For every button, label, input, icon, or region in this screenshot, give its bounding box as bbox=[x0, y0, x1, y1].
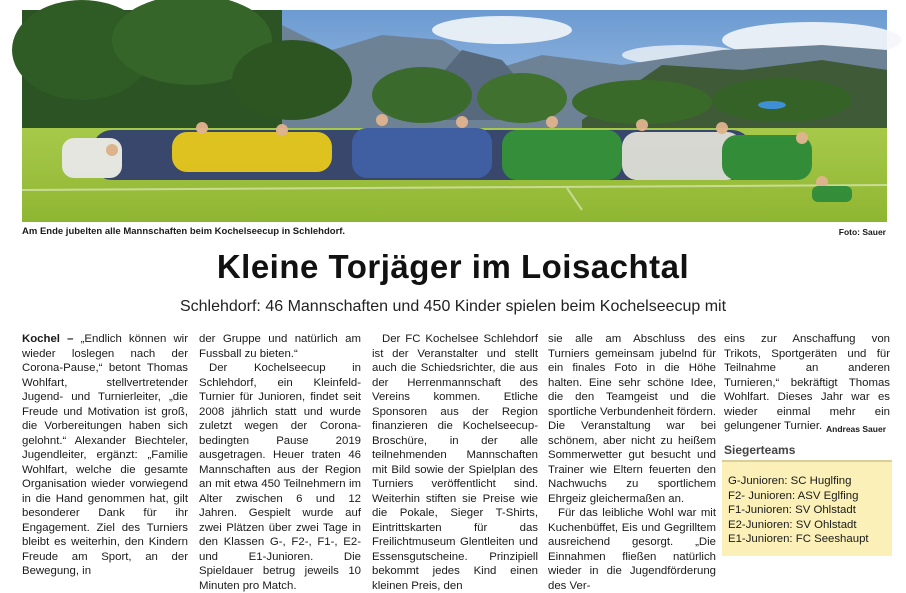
paragraph: Für das leibliche Wohl war mit Kuchenbüffet, Eis und Gegrilltem ausreichend gesorgt. „Die Einnahmen fließen natürlich wieder in die Jugendförderung des Ver- bbox=[548, 507, 716, 592]
paragraph: der Gruppe und natürlich am Fussball zu bieten.“ bbox=[199, 333, 361, 360]
article-column-2 bbox=[199, 332, 361, 593]
team-photo bbox=[22, 10, 887, 222]
paragraph: sie alle am Abschluss des Turniers gemeinsam jubelnd für ein finales Foto in die Höhe halten. Eine sehr schöne Idee, die den Teamgeist und die sportliche Verbundenheit fördern. Die Veranstaltung war bei schönem, aber nicht zu heißem Sommerwetter gut besucht und Trainer wie Eltern feuerten den Nachwuchs zu sportlichem Ehrgeiz gleichermaßen an. bbox=[548, 333, 716, 505]
team-photo-icon bbox=[22, 10, 887, 222]
sieger-item: E2-Junioren: SV Ohlstadt bbox=[728, 518, 857, 531]
sieger-item: F1-Junioren: SV Ohlstadt bbox=[728, 504, 856, 516]
paragraph: Der Kochelseecup in Schlehdorf, ein Kleinfeld-Turnier für Junioren, findet seit 2008 jährlich statt und wurde zuletzt wegen der Corona-bedingten Pause 2019 ausgetragen. Heuer traten 46 Mannschaften aus der Region an mit etwa 450 Teilnehmern im Alter zwischen 6 und 12 Jahren. Gespielt wurde auf zwei Plätzen über zwei Tage in den Klassen G-, F2-, F1-, E2- und E1-Junioren. Die Spieldauer betrug jeweils 10 Minuten pro Match. bbox=[199, 362, 361, 592]
paragraph: eins zur Anschaffung von Trikots, Sportgeräten und für Teilnahme an anderen Turnieren,“ bekräftigt Thomas Wohlfart. Dieses Jahr war es wieder einmal mehr ein gelungener Turnier. bbox=[724, 333, 890, 432]
paragraph: Der FC Kochelsee Schlehdorf ist der Veranstalter und stellt auch die Schiedsrichter, die aus der Herrenmannschaft des Vereins kommen. Etliche Sponsoren aus der Region finanzieren die Kochelseecup-Broschüre, in der alle teilnehmenden Mannschaften mit Bild sowie der Spielplan des Turniers veröffentlicht sind. Weiterhin stiften sie Preise wie die Pokale, Sieger T-Shirts, Eintrittskarten für das Freilichtmuseum Glentleiten und Essensgutscheine. Prinzipiell bekommt jedes Kind einen kleinen Preis, den bbox=[372, 333, 538, 592]
dateline: Kochel – bbox=[22, 333, 74, 345]
author: Andreas Sauer bbox=[826, 424, 886, 434]
sieger-item: G-Junioren: SC Huglfing bbox=[728, 475, 852, 487]
photo-credit: Foto: Sauer bbox=[838, 227, 886, 237]
paragraph: „Endlich können wir wieder loslegen nach der Corona-Pause,“ betont Thomas Wohlfart, stellvertretender Jugend- und Turnierleiter, „die Freude und Motivation ist groß, die Vorbereitungen haben sich gelohnt.“ Alexander Biechteler, Jugendleiter, ergänzt: „Familie Wohlfart, welche die gesamte Organisation wieder vorwiegend in die Hand genommen hat, gilt besonderer Dank für ihr Engagement. Ziel des Turniers bleibt es weiterhin, den Kindern Freude am Sport, an der Bewegung, in bbox=[22, 333, 188, 577]
sieger-title: Siegerteams bbox=[724, 443, 796, 457]
headline: Kleine Torjäger im Loisachtal bbox=[216, 248, 690, 285]
article-column-1 bbox=[22, 332, 188, 579]
sieger-item: F2- Junioren: ASV Eglfing bbox=[728, 489, 859, 502]
subheadline: Schlehdorf: 46 Mannschaften und 450 Kinder spielen beim Kochelseecup mit bbox=[179, 298, 727, 315]
article-column-5 bbox=[724, 332, 890, 434]
sieger-item: E1-Junioren: FC Seeshaupt bbox=[728, 533, 869, 545]
article-column-4 bbox=[548, 332, 716, 593]
sieger-box bbox=[722, 460, 892, 556]
article-column-3 bbox=[372, 332, 538, 593]
photo-caption: Am Ende jubelten alle Mannschaften beim Kochelseecup in Schlehdorf. bbox=[22, 226, 346, 237]
